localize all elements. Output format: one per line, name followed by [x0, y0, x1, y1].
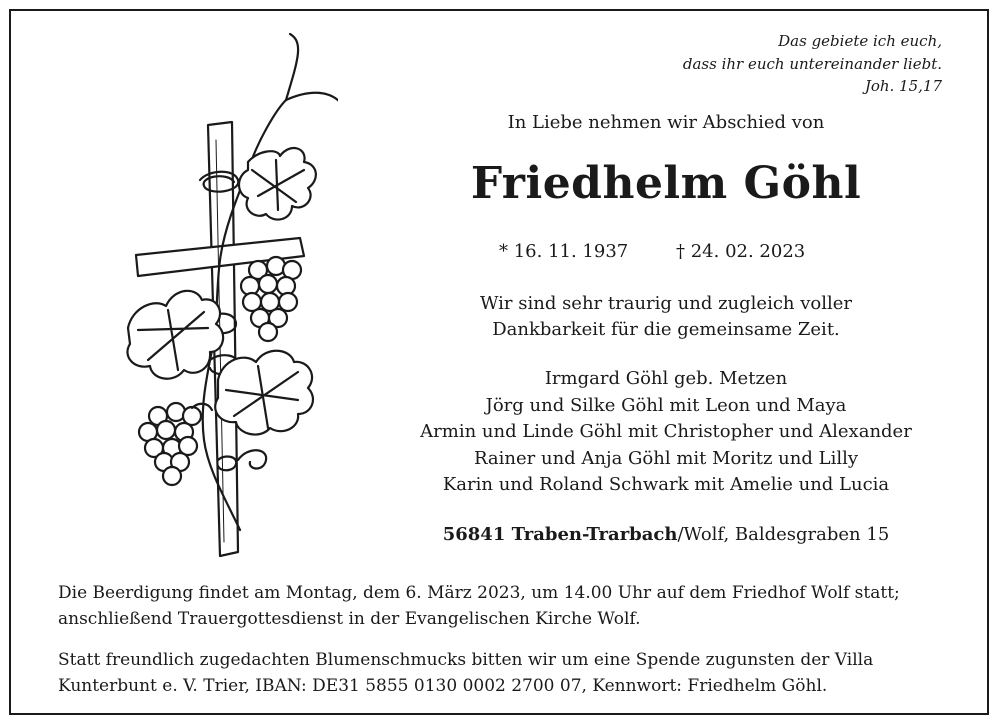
mourner-line: Rainer und Anja Göhl mit Moritz und Lilly [473, 447, 859, 469]
verse-reference: Joh. 15,17 [864, 77, 942, 95]
bible-verse [683, 30, 942, 98]
mourning-message [376, 291, 956, 343]
donation-line-2: Kunterbunt e. V. Trier, IBAN: DE31 5855 0130 0002 2700 07, Kennwort: Friedhelm Göhl. [58, 676, 828, 696]
family-address [376, 524, 956, 545]
funeral-line-2: anschließend Trauergottesdienst in der Evangelischen Kirche Wolf. [58, 609, 641, 629]
verse-line-2: dass ihr euch untereinander liebt. [682, 54, 942, 73]
mourner-line: Karin und Roland Schwark mit Amelie und Lucia [442, 474, 890, 495]
cross-with-grapevine-icon [108, 30, 338, 562]
address-city: 56841 Traben-Trarbach [442, 524, 678, 545]
verse-line-1: Das gebiete ich euch, [778, 32, 942, 50]
deceased-name: Friedhelm Göhl [470, 158, 862, 209]
birth-date: * 16. 11. 1937 [499, 241, 629, 262]
mourner-line: Jörg und Silke Göhl mit Leon und Maya [485, 394, 847, 416]
funeral-info [58, 580, 943, 632]
message-line-2: Dankbarkeit für die gemeinsame Zeit. [492, 319, 840, 340]
intro-text: In Liebe nehmen wir Abschied von [507, 112, 825, 133]
message-line-1: Wir sind sehr traurig und zugleich voller [479, 293, 853, 314]
funeral-line-1: Die Beerdigung findet am Montag, dem 6. März 2023, um 14.00 Uhr auf dem Friedhof Wolf statt; [58, 583, 900, 603]
death-date: † 24. 02. 2023 [676, 241, 806, 262]
address-street: /Wolf, Baldesgraben 15 [677, 524, 890, 545]
donation-info [58, 647, 943, 699]
mourner-line: Armin und Linde Göhl mit Christopher und Alexander [420, 421, 912, 442]
mourner-line: Irmgard Göhl geb. Metzen [544, 368, 788, 389]
donation-line-1: Statt freundlich zugedachten Blumenschmucks bitten wir um eine Spende zugunsten der Villa [58, 650, 874, 670]
mourners-list [376, 366, 956, 499]
